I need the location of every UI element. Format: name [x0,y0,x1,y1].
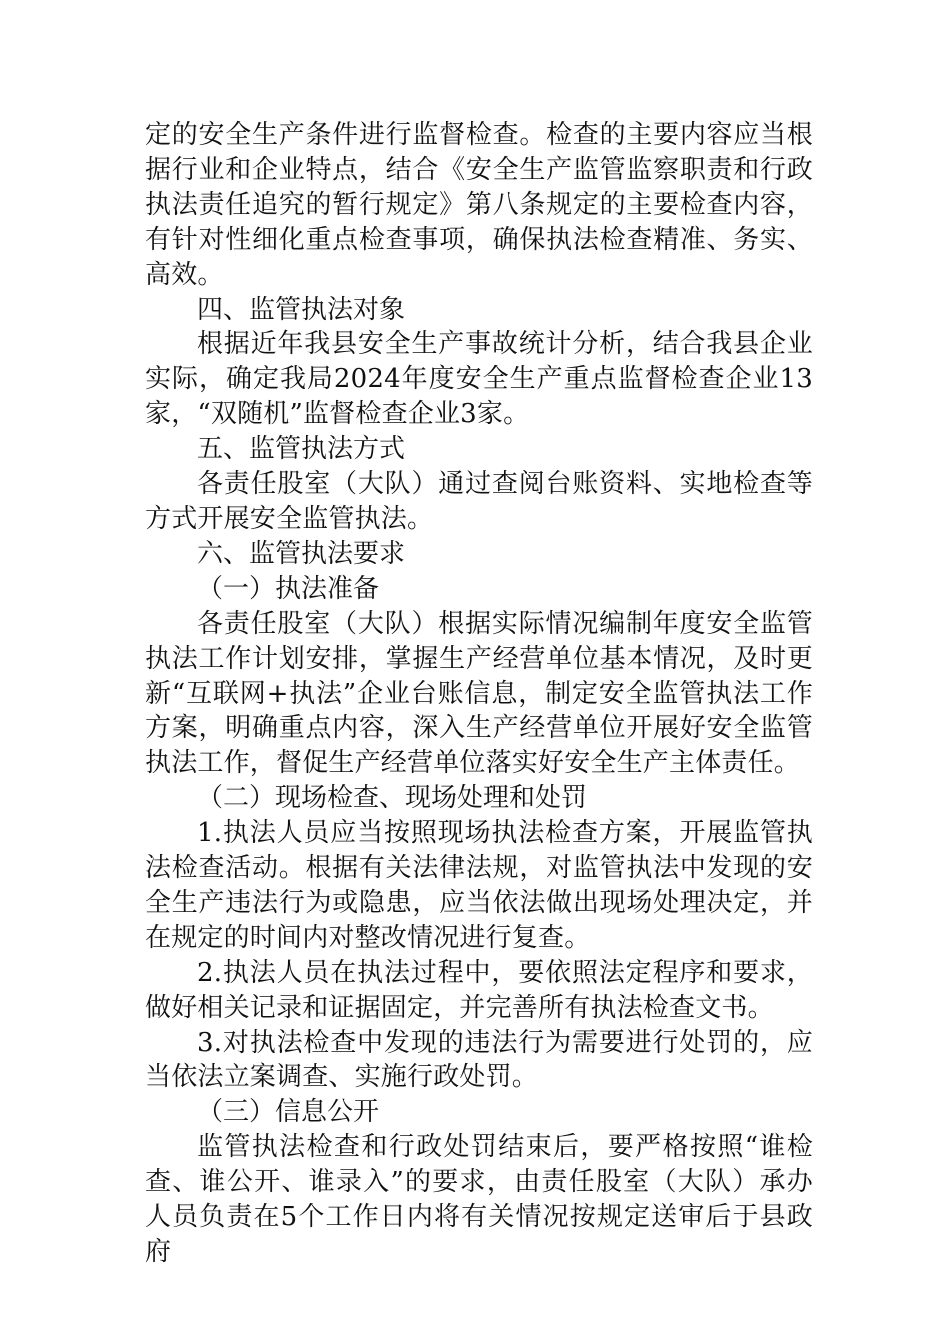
paragraph-enforcement-targets: 根据近年我县安全生产事故统计分析，结合我县企业实际，确定我局2024年度安全生产重点监督检查企业13家，“双随机”监督检查企业3家。 [145,329,813,430]
subsection-heading-3: （三）信息公开 [197,1097,380,1128]
subsection-heading-1: （一）执法准备 [197,573,380,604]
paragraph-preparation: 各责任股室（大队）根据实际情况编制年度安全监管执法工作计划安排，掌握生产经营单位基本情况，及时更新“互联网+执法”企业台账信息，制定安全监管执法工作方案，明确重点内容，深入生产经营单位开展好安全监管执法工作，督促生产经营单位落实好安全生产主体责任。 [145,608,813,779]
subsection-heading-2: （二）现场检查、现场处理和处罚 [197,783,588,814]
document-body [145,118,813,1270]
section-heading-6: 六、监管执法要求 [197,538,406,569]
paragraph-enforcement-methods: 各责任股室（大队）通过查阅台账资料、实地检查等方式开展安全监管执法。 [145,469,813,534]
paragraph-item-1: 1.执法人员应当按照现场执法检查方案，开展监管执法检查活动。根据有关法律法规，对监管执法中发现的安全生产违法行为或隐患，应当依法做出现场处理决定，并在规定的时间内对整改情况进行复查。 [145,818,813,953]
paragraph-item-2: 2.执法人员在执法过程中，要依照法定程序和要求，做好相关记录和证据固定，并完善所有执法检查文书。 [145,957,813,1023]
section-heading-4: 四、监管执法对象 [197,294,406,325]
section-heading-5: 五、监管执法方式 [197,434,406,465]
paragraph-continuation: 定的安全生产条件进行监督检查。检查的主要内容应当根据行业和企业特点，结合《安全生产监管监察职责和行政执法责任追究的暂行规定》第八条规定的主要检查内容，有针对性细化重点检查事项，确保执法检查精准、务实、高效。 [145,120,813,290]
paragraph-item-3: 3.对执法检查中发现的违法行为需要进行处罚的，应当依法立案调查、实施行政处罚。 [145,1027,813,1093]
paragraph-information-disclosure: 监管执法检查和行政处罚结束后，要严格按照“谁检查、谁公开、谁录入”的要求，由责任股室（大队）承办人员负责在5个工作日内将有关情况按规定送审后于县政府 [145,1132,813,1267]
